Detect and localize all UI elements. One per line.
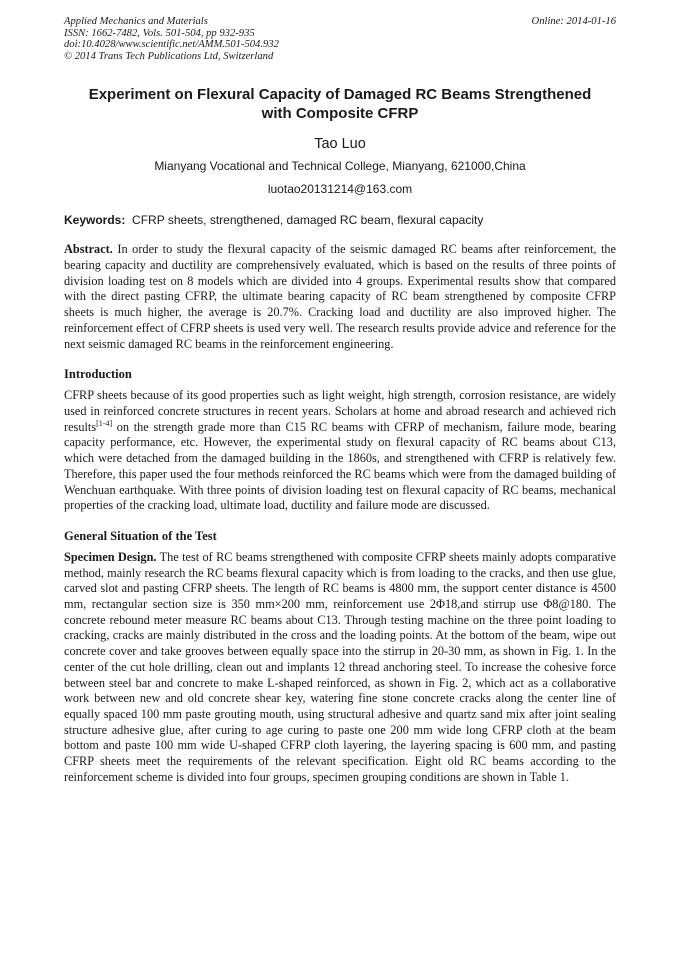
author-email: luotao20131214@163.com — [267, 182, 413, 197]
introduction-paragraph — [64, 388, 616, 514]
abstract-text: In order to study the flexural capacity of the seismic damaged RC beams after reinforcement, the bearing capacity and ductility are comprehensively evaluated, which is based on the results of three points of division loading test on 8 models which are divided into 4 groups. Experimental results show that compared with the direct pasting CFRP, the ultimate bearing capacity of RC beam strengthened by composite CFRP sheets is much higher, the average is 20.7%. Cracking load and ductility are also improved higher. The reinforcement effect of CFRP sheets is used very well. The research results provide advice and reference for the next seismic damaged RC beams in the reinforcement engineering. — [64, 242, 617, 351]
paper-title-line-1: Experiment on Flexural Capacity of Damaged RC Beams Strengthened — [88, 86, 592, 104]
abstract — [64, 242, 616, 352]
author-affiliation: Mianyang Vocational and Technical College, Mianyang, 621000,China — [154, 159, 526, 174]
paper-title — [64, 85, 616, 123]
introduction-text-part-2: on the strength grade more than C15 RC beams with CFRP of mechanism, failure mode, bearing capacity performance, etc. However, the experimental study on flexural capacity of RC beams about C13, which were detached from the damaged building in the 1860s, and strengthened with CFRP is relatively few. Therefore, this paper used the four methods reinforced the RC beams which were from the damaged building of Wenchuan earthquake. With three points of division loading test on flexural capacity of RC beams, mechanical properties of the cracking load, ultimate load, ductility and failure mode are discussed. — [64, 419, 616, 513]
introduction-heading: Introduction — [64, 367, 132, 382]
specimen-design-paragraph — [64, 550, 616, 786]
journal-issn: ISSN: 1662-7482, Vols. 501-504, pp 932-935 — [64, 27, 255, 39]
introduction-text-part-1: CFRP sheets because of its good properties such as light weight, high strength, corrosion resistance, are widely used in reinforced concrete structures in recent years. Scholars at home and abroad research and achieved rich results — [64, 388, 616, 434]
abstract-label: Abstract. — [64, 242, 113, 257]
journal-header — [64, 16, 616, 62]
specimen-design-label: Specimen Design. — [64, 549, 157, 564]
journal-doi: doi:10.4028/www.scientific.net/AMM.501-504.932 — [64, 39, 279, 51]
keywords — [64, 213, 616, 228]
citation-ref[interactable]: [1-4] — [96, 418, 113, 428]
online-date: Online: 2014-01-16 — [531, 16, 616, 27]
general-situation-heading: General Situation of the Test — [64, 528, 217, 543]
journal-name: Applied Mechanics and Materials — [64, 16, 208, 27]
keywords-label: Keywords: — [64, 213, 126, 228]
author-name: Tao Luo — [314, 136, 366, 153]
keywords-text: CFRP sheets, strengthened, damaged RC beam, flexural capacity — [132, 213, 484, 228]
journal-copyright: © 2014 Trans Tech Publications Ltd, Switzerland — [64, 50, 274, 62]
specimen-design-text: The test of RC beams strengthened with composite CFRP sheets mainly adopts comparative method, mainly research the RC beams flexural capacity which is from loading to the cracks, and then use glue, carved slot and pasting CFRP sheets. The length of RC beams is 4800 mm, the support center distance is 4500 mm, rectangular section size is 350 mm×200 mm, reinforcement use 2Φ18,and stirrup use Φ8@180. The concrete rebound meter measure RC beams about C13. Through testing machine on the three point loading to cracking, cracks are mainly distributed in the cross and the loading points. At the bottom of the beam, wipe out concrete cover and take grooves between equally space into the stirrup in 20-30 mm, as shown in Fig. 1. In the center of the cut hole drilling, clean out and implants 12 thread anchoring steel. To increase the cohesive force between steel bar and concrete to make L-shaped reinforced, as shown in Fig. 2, which act as a collaborative work between new and old concrete shear key, watering fine stone concrete cracks along the center line of equally spaced 100 mm paste grouting mouth, using structural adhesive and quartz sand mix after joint sealing structure adhesive glue, after curing to age curing to paste one 200 mm wide long CFRP cloth at the beam bottom and paste 100 mm wide U-shaped CFRP cloth layering, the layering spacing is 600 mm, and pasting CFRP sheets meet the requirements of the relevant specification. Eight old RC beams according to the reinforcement scheme is divided into four groups, specimen grouping conditions are shown in Table 1. — [64, 549, 616, 784]
paper-title-line-2: with Composite CFRP — [261, 105, 419, 123]
